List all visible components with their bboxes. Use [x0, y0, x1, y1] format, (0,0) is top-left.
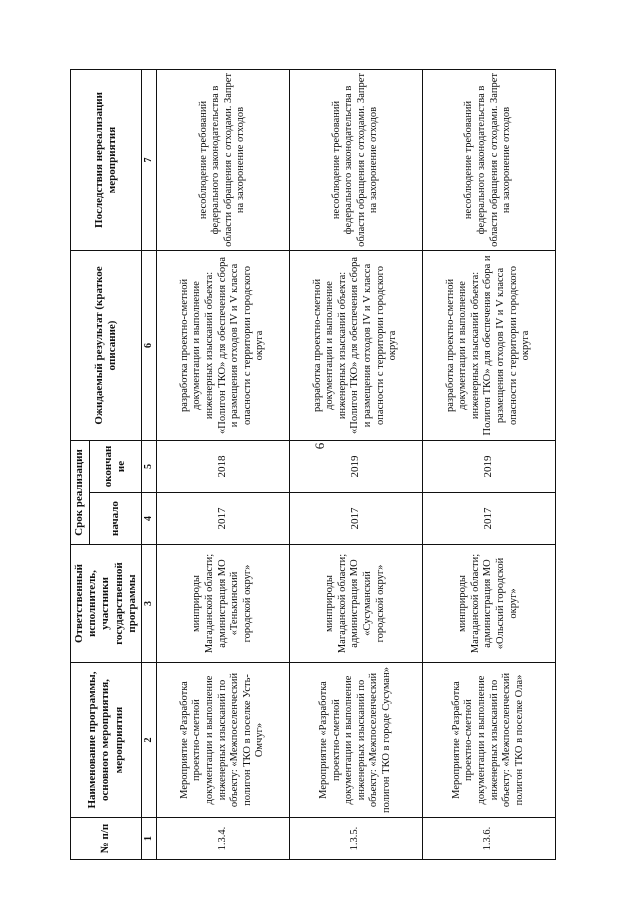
- header-term: Срок реализации: [71, 440, 90, 544]
- column-number: 4: [141, 493, 156, 545]
- rotated-table-wrapper: [70, 70, 535, 860]
- header-measure: Наименование программы, основного мероприятия, мероприятия: [71, 663, 142, 818]
- row-num: 1.3.6.: [422, 818, 555, 860]
- column-number: 5: [141, 440, 156, 492]
- row-end: 2019: [289, 440, 422, 492]
- row-result: разработка проектно-сметной документации и выполнение инженерных изысканий объекта: «Полигон ТКО» для обеспечения сбора и размещения отходов IV и V класса опасности с территории городского округа: [289, 250, 422, 440]
- column-number: 2: [141, 663, 156, 818]
- header-result: Ожидаемый результат (краткое описание): [71, 250, 142, 440]
- page-number: 6: [312, 442, 327, 450]
- table-row: [289, 69, 422, 859]
- column-number: 3: [141, 545, 156, 663]
- row-consequences: несоблюдение требований федерального законодательства в области обращения с отходами. Запрет на захоронение отходов: [289, 69, 422, 250]
- header-consequences: Последствия нереализации мероприятия: [71, 69, 142, 250]
- row-consequences: несоблюдение требований федерального законодательства в области обращения с отходами. Запрет на захоронение отходов: [422, 69, 555, 250]
- header-end: окончание: [90, 440, 142, 492]
- row-start: 2017: [156, 493, 289, 545]
- row-start: 2017: [289, 493, 422, 545]
- header-num: № п/п: [71, 818, 142, 860]
- program-measures-table: [70, 69, 556, 860]
- column-number: 1: [141, 818, 156, 860]
- header-executor: Ответственный исполнитель, участники государственной программы: [71, 545, 142, 663]
- header-start: начало: [90, 493, 142, 545]
- row-num: 1.3.4.: [156, 818, 289, 860]
- row-end: 2018: [156, 440, 289, 492]
- column-number-row: [141, 69, 156, 859]
- row-consequences: несоблюдение требований федерального законодательства в области обращения с отходами. Запрет на захоронение отходов: [156, 69, 289, 250]
- table-row: [422, 69, 555, 859]
- row-start: 2017: [422, 493, 555, 545]
- row-executor: минприроды Магаданской области; администрация МО «Тенькинский городской округ»: [156, 545, 289, 663]
- column-number: 6: [141, 250, 156, 440]
- row-end: 2019: [422, 440, 555, 492]
- row-result: разработка проектно-сметной документации и выполнение инженерных изысканий объекта: «Полигон ТКО» для обеспечения сбора и размещения отходов IV и V класса опасности с территории городского округа: [156, 250, 289, 440]
- row-measure: Мероприятие «Разработка проектно-сметной документации и выполнение инженерных изысканий по объекту: «Межпоселенческий полигон ТКО в поселке Усть-Омчуг»: [156, 663, 289, 818]
- table-row: [156, 69, 289, 859]
- row-measure: Мероприятие «Разработка проектно-сметной документации и выполнение инженерных изысканий по объекту: «Межпоселенческий полигон ТКО в поселке Ола»: [422, 663, 555, 818]
- header-row: [71, 69, 90, 859]
- row-num: 1.3.5.: [289, 818, 422, 860]
- row-executor: минприроды Магаданской области; администрация МО «Сусуманский городской округ»: [289, 545, 422, 663]
- row-measure: Мероприятие «Разработка проектно-сметной документации и выполнение инженерных изысканий по объекту: «Межпоселенческий полигон ТКО в городе Сусуман»: [289, 663, 422, 818]
- row-executor: минприроды Магаданской области; администрация МО «Ольский городской округ»: [422, 545, 555, 663]
- row-result: разработка проектно-сметной документации и выполнение инженерных изысканий объекта: Полигон ТКО» для обеспечения сбора и размещения отходов IV и V класса опасности с территории городского округа: [422, 250, 555, 440]
- column-number: 7: [141, 69, 156, 250]
